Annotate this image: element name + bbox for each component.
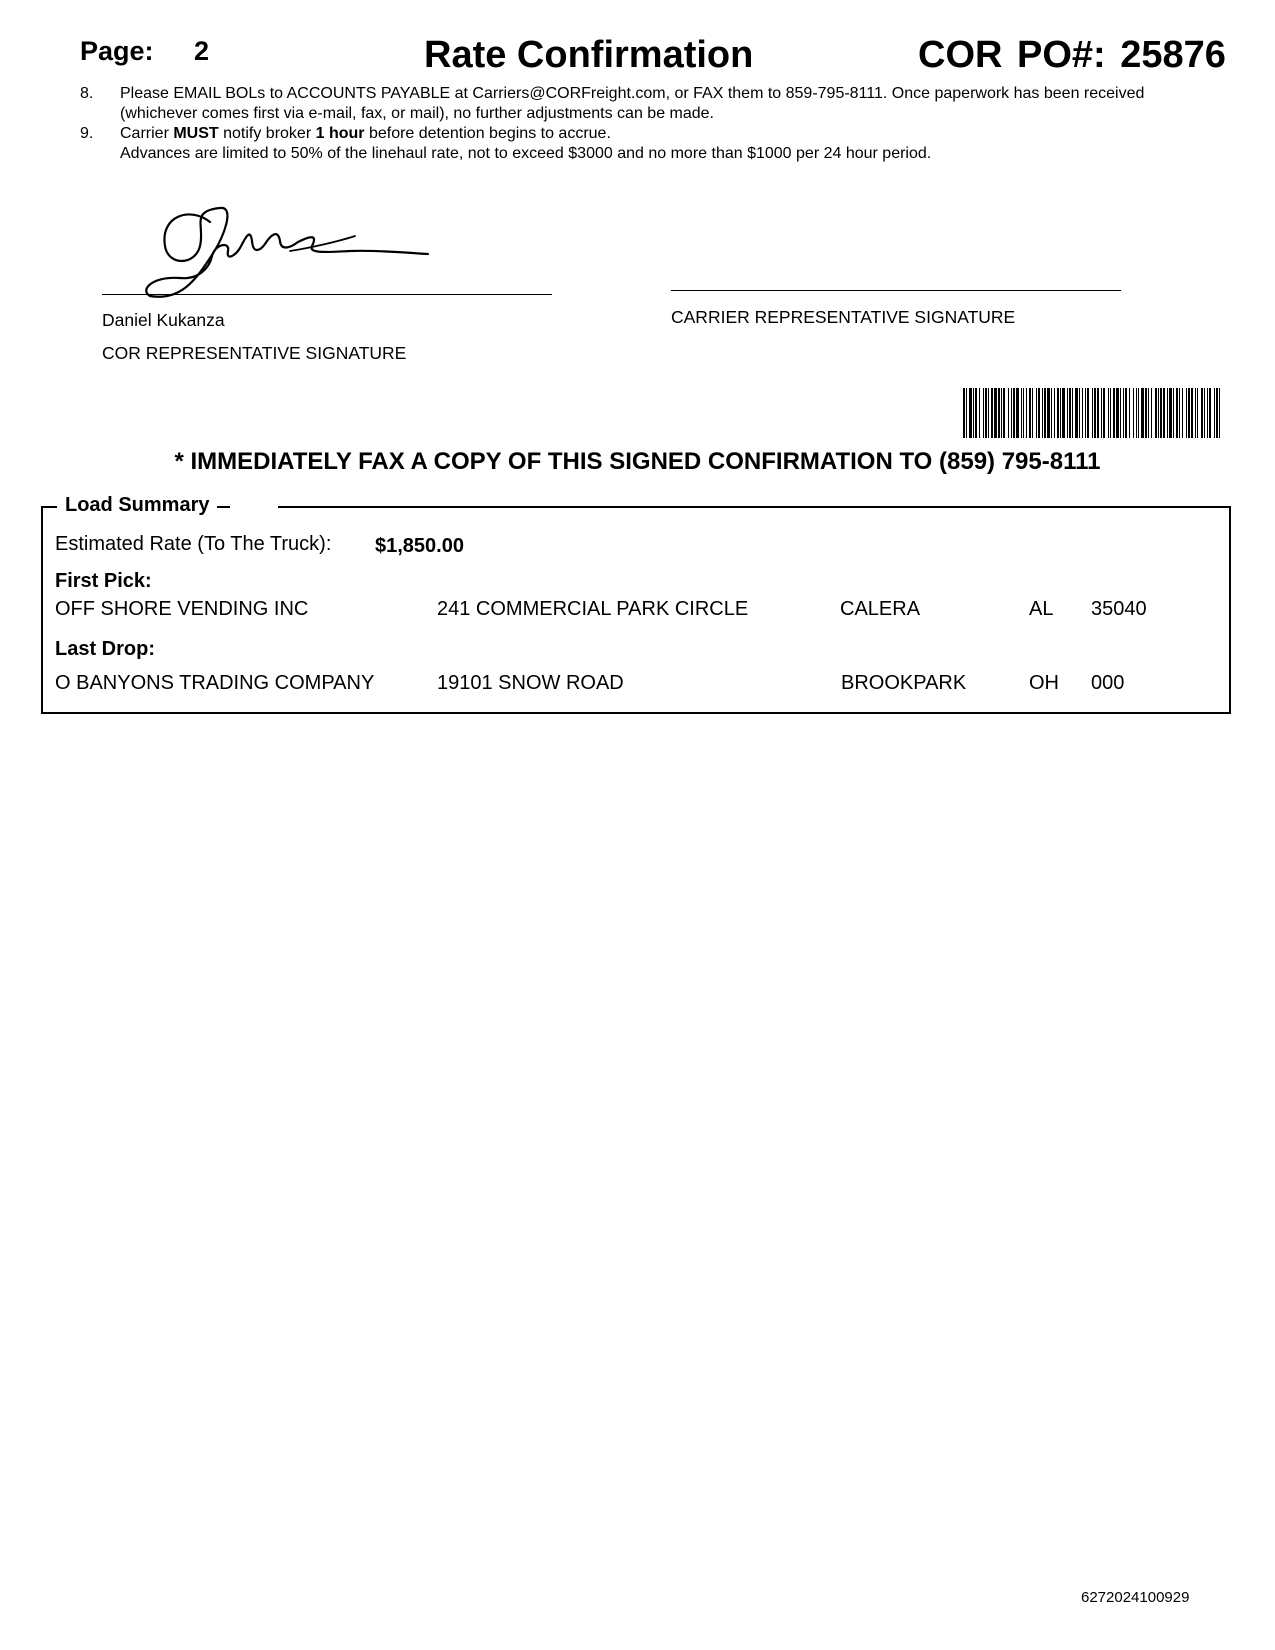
- first-pick-city: CALERA: [840, 598, 921, 620]
- barcode-bar: [1169, 388, 1172, 438]
- barcode-bar: [1216, 388, 1218, 438]
- barcode-bar: [1044, 388, 1046, 438]
- term-text-post: before detention begins to accrue.: [364, 125, 611, 142]
- estimated-rate-value: $1,850.00: [375, 535, 464, 557]
- barcode-bar: [1097, 388, 1099, 438]
- barcode-bar: [1123, 388, 1124, 438]
- barcode-bar: [985, 388, 987, 438]
- cor-signature-line: [102, 294, 552, 295]
- barcode-bar: [966, 388, 967, 438]
- barcode-bar: [1021, 388, 1022, 438]
- barcode-bar: [1001, 388, 1002, 438]
- barcode-bar: [1054, 388, 1055, 438]
- barcode-bar: [1204, 388, 1205, 438]
- barcode-bar: [1133, 388, 1134, 438]
- barcode-bar: [1047, 388, 1050, 438]
- term-emphasis-hour: 1 hour: [315, 125, 365, 142]
- term-text-mid: notify broker: [218, 125, 316, 142]
- barcode-bar: [1116, 388, 1119, 438]
- barcode-bar: [1148, 388, 1149, 438]
- barcode-bar: [1145, 388, 1147, 438]
- barcode-bar: [1179, 388, 1180, 438]
- po-label: COR PO#:: [918, 34, 1106, 76]
- first-pick-name: OFF SHORE VENDING INC: [55, 598, 309, 620]
- barcode-bar: [1197, 388, 1198, 438]
- barcode-bar: [1207, 388, 1208, 438]
- barcode-bar: [1057, 388, 1059, 438]
- barcode-bar: [1173, 388, 1174, 438]
- barcode-bar: [969, 388, 972, 438]
- last-drop-label: Last Drop:: [55, 638, 155, 660]
- barcode-bar: [1085, 388, 1086, 438]
- barcode-bar: [1182, 388, 1183, 438]
- barcode-bar: [1062, 388, 1065, 438]
- barcode-bar: [975, 388, 977, 438]
- barcode-bar: [1151, 388, 1152, 438]
- barcode-bar: [988, 388, 989, 438]
- document-title: Rate Confirmation: [424, 34, 754, 76]
- barcode-bar: [973, 388, 974, 438]
- barcode-bar: [1094, 388, 1096, 438]
- term-advances-note: Advances are limited to 50% of the linehaul rate, not to exceed $3000 and no more than $1000 per 24 hour period.: [120, 145, 932, 162]
- last-drop-address: 19101 SNOW ROAD: [437, 672, 624, 694]
- term-number: 9.: [80, 125, 94, 142]
- term-text: Please EMAIL BOLs to ACCOUNTS PAYABLE at Carriers@CORFreight.com, or FAX them to 859-795-8111. Once paperwork has been received (whichever comes first via e-mail, fax, or mail), no further adjustments can be made.: [120, 85, 1145, 122]
- barcode-bar: [1176, 388, 1178, 438]
- barcode-bar: [1023, 388, 1024, 438]
- barcode-bar: [979, 388, 980, 438]
- barcode-bar: [1209, 388, 1211, 438]
- term-item-8: [80, 84, 1210, 124]
- barcode-bar: [1195, 388, 1196, 438]
- barcode-bar: [1029, 388, 1031, 438]
- first-pick-label: First Pick:: [55, 570, 152, 592]
- barcode-bar: [1036, 388, 1037, 438]
- last-drop-city: BROOKPARK: [841, 672, 967, 694]
- barcode-bar: [998, 388, 1000, 438]
- last-drop-state: OH: [1029, 672, 1059, 694]
- barcode-bar: [1079, 388, 1080, 438]
- barcode-bar: [1011, 388, 1012, 438]
- barcode-bar: [1219, 388, 1220, 438]
- fax-notice: * IMMEDIATELY FAX A COPY OF THIS SIGNED CONFIRMATION TO (859) 795-8111: [174, 448, 1101, 475]
- page-label: Page:: [80, 36, 154, 66]
- barcode-bar: [1087, 388, 1089, 438]
- barcode-bar: [1082, 388, 1083, 438]
- barcode-bar: [1003, 388, 1005, 438]
- last-drop-zip: 000: [1091, 672, 1125, 694]
- barcode-bar: [963, 388, 965, 438]
- barcode-bar: [1108, 388, 1109, 438]
- legend-gap: [230, 500, 278, 514]
- barcode-bar: [1160, 388, 1162, 438]
- barcode-bar: [1103, 388, 1105, 438]
- handwritten-signature: [140, 196, 440, 308]
- barcode-bar: [983, 388, 984, 438]
- barcode-bar: [1201, 388, 1203, 438]
- barcode-bar: [1155, 388, 1157, 438]
- barcode-bar: [1125, 388, 1127, 438]
- barcode-bar: [1051, 388, 1052, 438]
- barcode-bar: [1136, 388, 1137, 438]
- barcode-bar: [1013, 388, 1015, 438]
- po-number: 25876: [1120, 34, 1226, 76]
- carrier-signature-line: [671, 290, 1121, 291]
- load-summary-title: Load Summary: [57, 494, 217, 517]
- carrier-signature-label: CARRIER REPRESENTATIVE SIGNATURE: [671, 307, 1016, 327]
- barcode-bar: [1069, 388, 1071, 438]
- barcode-bar: [1113, 388, 1115, 438]
- barcode-bar: [1026, 388, 1027, 438]
- barcode-bar: [1191, 388, 1193, 438]
- barcode-bar: [1214, 388, 1215, 438]
- barcode-bar: [1120, 388, 1121, 438]
- first-pick-zip: 35040: [1091, 598, 1147, 620]
- barcode-bar: [1110, 388, 1111, 438]
- po-number-heading: [918, 34, 1226, 77]
- barcode-bar: [1138, 388, 1139, 438]
- barcode-bar: [1060, 388, 1061, 438]
- barcode-bar: [1008, 388, 1009, 438]
- barcode-bar: [1163, 388, 1165, 438]
- barcode-bar: [1032, 388, 1033, 438]
- term-emphasis-must: MUST: [173, 125, 219, 142]
- barcode-bar: [1167, 388, 1168, 438]
- barcode-bar: [1042, 388, 1043, 438]
- barcode-bar: [1067, 388, 1068, 438]
- term-number: 8.: [80, 85, 94, 102]
- cor-representative-name: Daniel Kukanza: [102, 310, 225, 330]
- barcode-bar: [1186, 388, 1187, 438]
- barcode-bar: [1038, 388, 1040, 438]
- barcode-bar: [1158, 388, 1159, 438]
- barcode-bar: [1188, 388, 1190, 438]
- term-item-9: [80, 124, 1210, 164]
- first-pick-address: 241 COMMERCIAL PARK CIRCLE: [437, 598, 749, 620]
- estimated-rate-label: Estimated Rate (To The Truck):: [55, 533, 332, 555]
- page-number: 2: [194, 36, 210, 66]
- last-drop-name: O BANYONS TRADING COMPANY: [55, 672, 375, 694]
- barcode-bar: [1072, 388, 1073, 438]
- barcode-bar: [1016, 388, 1019, 438]
- cor-signature-label: COR REPRESENTATIVE SIGNATURE: [102, 343, 407, 363]
- barcode: [963, 388, 1220, 438]
- first-pick-state: AL: [1029, 598, 1054, 620]
- term-text-pre: Carrier: [120, 125, 174, 142]
- barcode-bar: [991, 388, 993, 438]
- document-id: 6272024100929: [1081, 1589, 1190, 1606]
- barcode-bar: [1075, 388, 1078, 438]
- barcode-bar: [1092, 388, 1093, 438]
- barcode-bar: [1129, 388, 1130, 438]
- barcode-bar: [1101, 388, 1102, 438]
- terms-list: [80, 84, 1210, 164]
- barcode-bar: [994, 388, 997, 438]
- barcode-bar: [1141, 388, 1144, 438]
